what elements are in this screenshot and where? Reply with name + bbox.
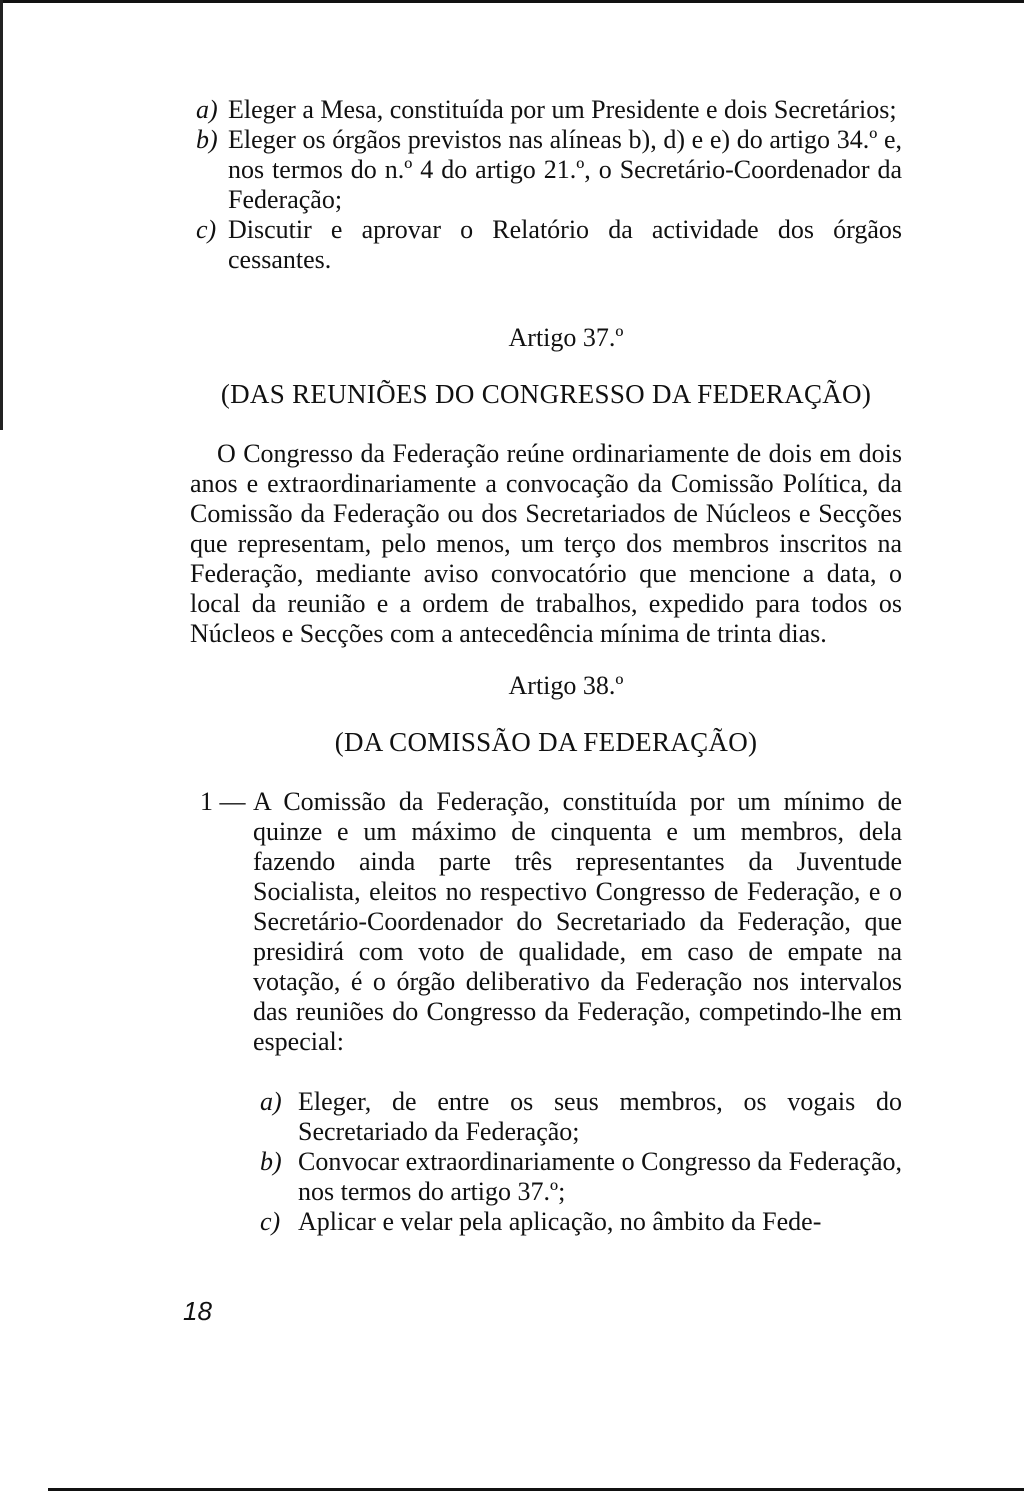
list-item: [190, 215, 902, 275]
item-text: Aplicar e velar pela aplicação, no âmbito da Fede-: [298, 1207, 822, 1236]
point-number: 1 —: [200, 787, 246, 816]
list-item: [260, 1207, 902, 1237]
point-text: A Comissão da Federação, constituída por um mínimo de quinze e um máximo de cinquenta e um membros, dela fazendo ainda parte três representantes da Juventude Socialista, eleitos no respectivo Congresso de Federação, e o Secretário-Coordenador do Secretariado da Federação, que presidirá com voto de qualidade, em caso de empate na votação, é o órgão deliberativo da Federação nos intervalos das reuniões do Congresso da Federação, competindo-lhe em especial:: [253, 787, 902, 1056]
article-38-heading: Artigo 38.º: [508, 671, 624, 700]
item-text: Eleger a Mesa, constituída por um Presidente e dois Secretários;: [228, 95, 897, 124]
article-38-title: (DA COMISSÃO DA FEDERAÇÃO): [334, 727, 758, 757]
item-text: Discutir e aprovar o Relatório da actividade dos órgãos cessantes.: [228, 215, 902, 274]
item-text: Convocar extraordinariamente o Congresso da Federação, nos termos do artigo 37.º;: [298, 1147, 902, 1206]
item-text: Eleger, de entre os seus membros, os vogais do Secretariado da Federação;: [298, 1087, 902, 1146]
list-item: [260, 1147, 902, 1207]
page-number: 18: [183, 1296, 212, 1326]
item-marker: c): [196, 215, 217, 244]
item-text: Eleger os órgãos previstos nas alíneas b), d) e e) do artigo 34.º e, nos termos do n.º 4 do artigo 21.º, o Secretário-Coordenador da Federação;: [228, 125, 902, 214]
item-marker: b): [260, 1147, 282, 1176]
page-frame-top: [0, 0, 1024, 3]
article-37-body: O Congresso da Federação reúne ordinariamente de dois em dois anos e extraordinariamente a convocação da Comissão Política, da Comissão da Federação ou dos Secretariados de Núcleos e Secções que representam, pelo menos, um terço dos membros inscritos na Federação, mediante aviso convocatório que mencione a data, o local da reunião e a ordem de trabalhos, expedido para todos os Núcleos e Secções com a antecedência mínima de trinta dias.: [190, 439, 902, 648]
page-frame-left: [0, 0, 3, 430]
article-37-title: (DAS REUNIÕES DO CONGRESSO DA FEDERAÇÃO): [220, 379, 872, 409]
list-item: [190, 125, 902, 215]
article-38-sublist: [190, 1087, 902, 1237]
intro-list: [190, 95, 902, 275]
item-marker: c): [260, 1207, 281, 1236]
document-page: [190, 95, 902, 1237]
page-frame-bottom: [48, 1488, 1024, 1491]
list-item: [260, 1087, 902, 1147]
item-marker: a): [196, 95, 218, 124]
item-marker: a): [260, 1087, 282, 1116]
article-37-heading: Artigo 37.º: [508, 323, 624, 352]
list-item: [190, 95, 902, 125]
article-38-point: [190, 787, 902, 1057]
item-marker: b): [196, 125, 218, 154]
